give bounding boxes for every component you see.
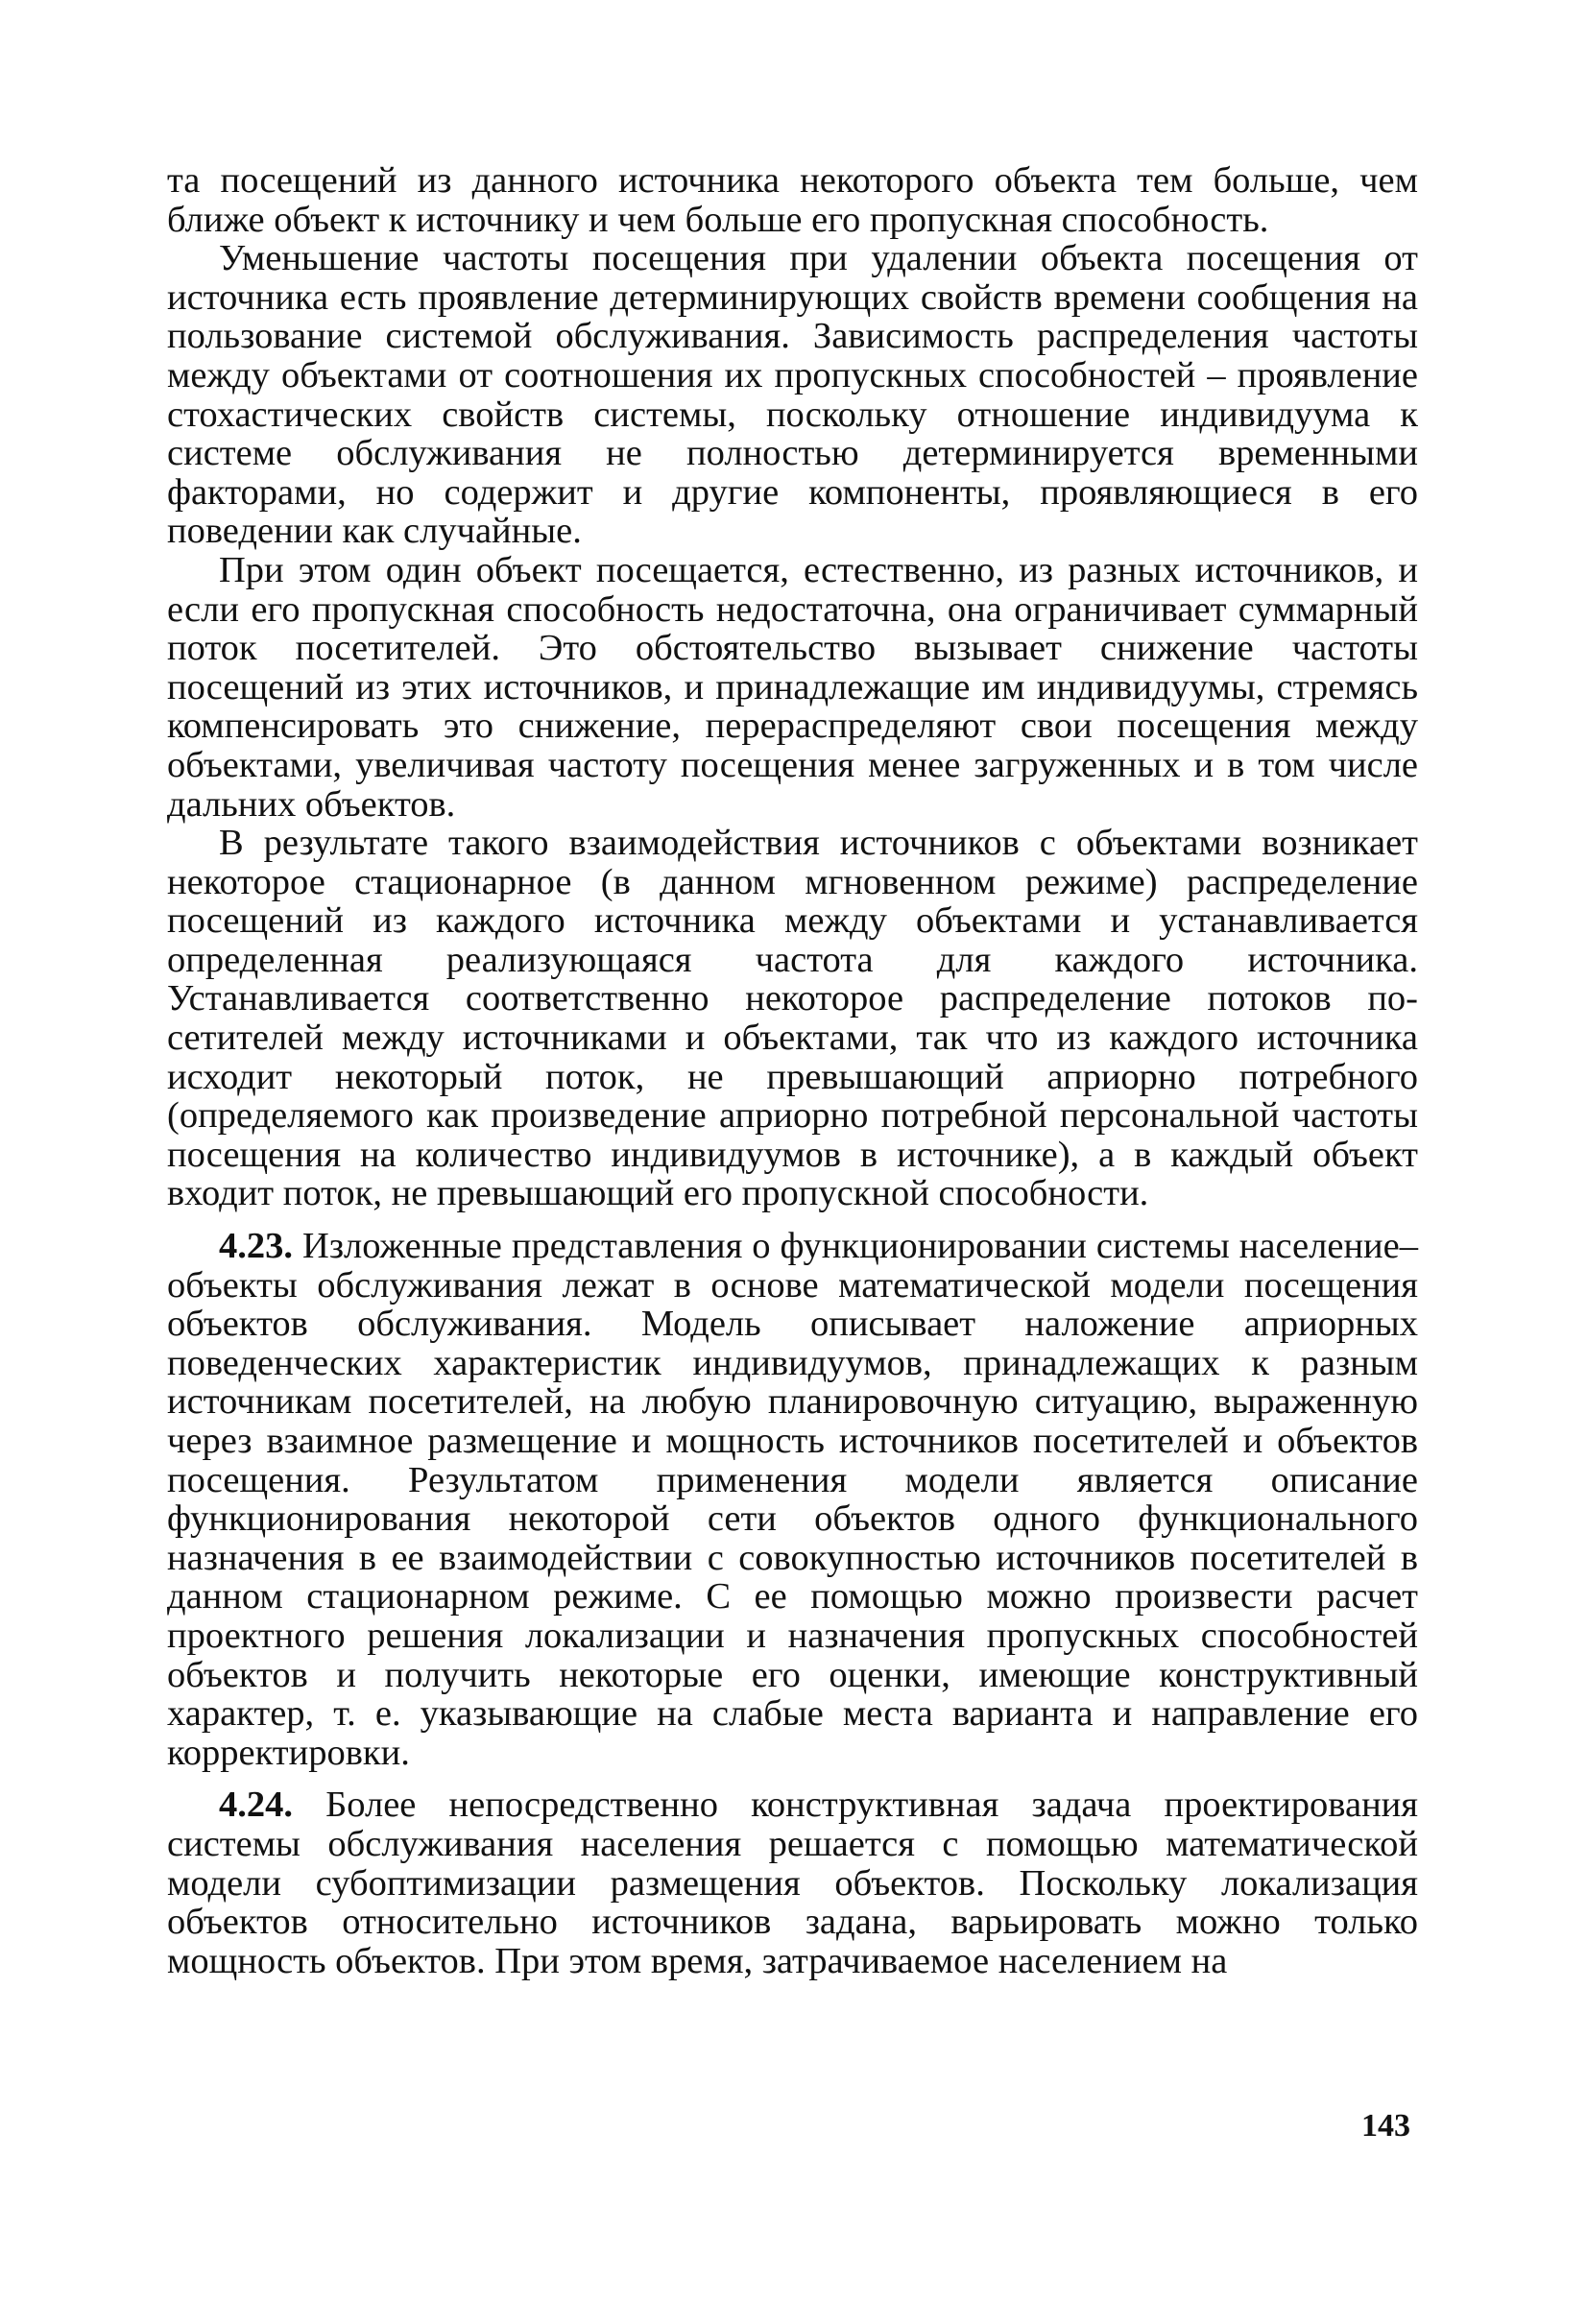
paragraph: При этом один объект посещается, естественно, из разных источников, и если его пропускная способность недостаточна, она ограничивает суммарный поток посетителей. Это обстоятельство вызывает снижение частоты посещений из этих источников, и принадлежащие им индивидуумы, стремясь компенсировать это снижение, перераспределяют свои посещения между объектами, увеличивая частоту посещения менее загруженных и в том числе дальних объектов.: [167, 549, 1418, 825]
page-body: [167, 161, 1418, 1980]
paragraph-continuation: та посещений из данного источника некоторого объекта тем больше, чем ближе объект к источнику и чем больше его пропускная способность.: [167, 160, 1418, 240]
paragraph: Уменьшение частоты посещения при удалении объекта посещения от источника есть проявление детерминирующих свойств времени сообщения на пользование системой обслуживания. Зависимость распределения частоты между объектами от соотношения их пропускных способностей – проявление стохастических свойств системы, поскольку отношение индивидуума к системе обслуживания не полностью детерминируется временными факторами, но содержит и другие компоненты, проявляющиеся в его поведении как случайные.: [167, 238, 1418, 552]
paragraph: В результате такого взаимодействия источников с объектами возникает некоторое стационарное (в данном мгновенном режиме) распределение посещений из каждого источника между объектами и устанавливается определенная реализующаяся частота для каждого источника. Устанавливается соответственно некоторое распределение потоков посетителей между источниками и объектами, так что из каждого источника исходит некоторый поток, не превышающий априорно потребного (определяемого как произведение априорно потребной персональной частоты посещения на количество индивидуумов в источнике), а в каждый объект входит поток, не превышающий его пропускной способности.: [167, 823, 1418, 1214]
section-4-23-paragraph: [167, 1227, 1418, 1772]
page-number: 143: [1361, 2108, 1410, 2144]
paragraph-text: Более непосредственно конструктивная задача проектирования системы обслуживания населения решается с помощью математической модели субоптимизации размещения объектов. Поскольку локализация объектов относительно источников задана, варьировать можно только мощность объектов. При этом время, затрачиваемое населением на: [167, 1785, 1418, 1981]
paragraph-text: Изложенные представления о функционировании системы население–объекты обслуживания лежат в основе математической модели посещения объектов обслуживания. Модель описывает наложение априорных поведенческих характеристик индивидуумов, принадлежащих к разным источникам посетителей, на любую планировочную ситуацию, выраженную через взаимное размещение и мощность источников посетителей и объектов посещения. Результатом применения модели является описание функционирования некоторой сети объектов одного функционального назначения в ее взаимодействии с совокупностью источников посетителей в данном стационарном режиме. С ее помощью можно произвести расчет проектного решения локализации и назначения пропускных способностей объектов и получить некоторые его оценки, имеющие конструктивный характер, т. е. указывающие на слабые места варианта и направление его корректировки.: [167, 1226, 1418, 1773]
section-number: 4.23.: [219, 1226, 293, 1267]
section-number: 4.24.: [219, 1785, 293, 1826]
section-4-24-paragraph: [167, 1785, 1418, 1980]
